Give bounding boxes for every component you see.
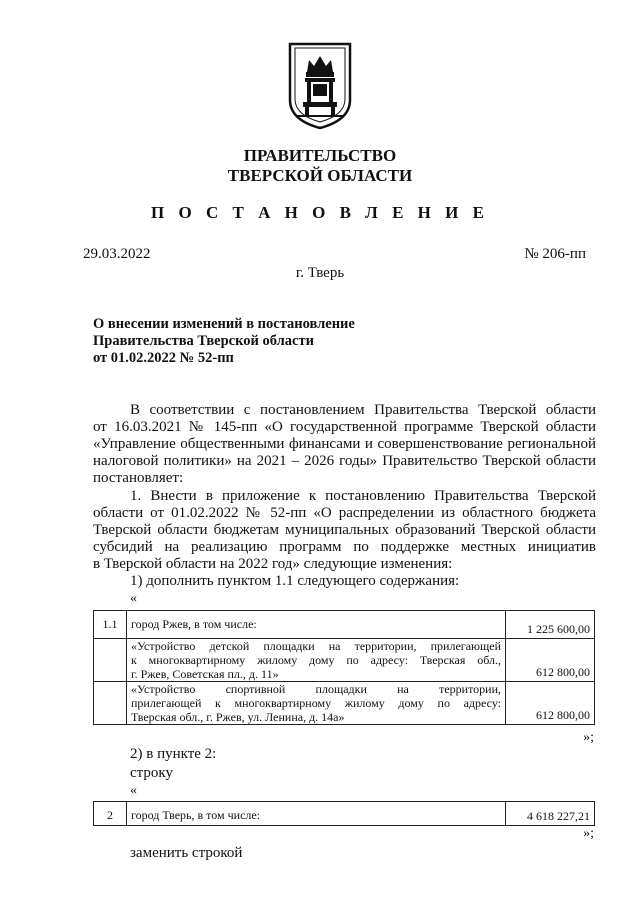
close-quote: »; (583, 730, 594, 745)
row-description: «Устройство спортивной площадки на территории, прилегающей к многоквартирному жилому дому по адресу: Тверская обл., г. Ржев, ул. Ленина, д. 14а» (127, 682, 506, 725)
amendment-table (93, 801, 595, 826)
document-city: г. Тверь (295, 265, 345, 281)
tver-coat-of-arms-icon (287, 42, 353, 130)
row-value: 612 800,00 (506, 639, 595, 682)
preamble-line: В соответствии с постановлением Правительства Тверской области (130, 402, 596, 418)
open-quote: « (130, 783, 137, 798)
document-type: П О С Т А Н О В Л Е Н И Е (151, 203, 489, 222)
row-value: 1 225 600,00 (506, 611, 595, 639)
close-quote: »; (583, 826, 594, 841)
preamble-line: постановляет: (93, 470, 184, 486)
item1-line: в Тверской области на 2022 год» следующие изменения: (93, 556, 453, 572)
row-description: город Тверь, в том числе: (127, 802, 506, 826)
subject-line: О внесении изменений в постановление (93, 316, 355, 332)
row-description: город Ржев, в том числе: (127, 611, 506, 639)
subitem-2: 2) в пункте 2: (130, 746, 217, 762)
preamble-line: от 16.03.2021 № 145-пп «О государственной программе Тверской области (93, 419, 596, 435)
item1-line: 1. Внести в приложение к постановлению Правительства Тверской (130, 488, 596, 504)
org-name-line2: ТВЕРСКОЙ ОБЛАСТИ (227, 166, 413, 185)
table-row (94, 802, 595, 826)
table-row (94, 611, 595, 639)
row-number: 1.1 (94, 611, 127, 639)
row-value: 612 800,00 (506, 682, 595, 725)
subitem-1: 1) дополнить пунктом 1.1 следующего содержания: (130, 573, 460, 589)
document-date: 29.03.2022 (83, 246, 151, 262)
item1-line: области от 01.02.2022 № 52-пп «О распределении из областного бюджета (93, 505, 596, 521)
row-value: 4 618 227,21 (506, 802, 595, 826)
replace-instruction: заменить строкой (130, 845, 243, 861)
open-quote: « (130, 591, 137, 606)
amendment-table (93, 610, 595, 725)
item1-line: субсидий на реализацию программ по поддержке местных инициатив (93, 539, 596, 555)
subitem-2-row-word: строку (130, 765, 173, 781)
subject-line: Правительства Тверской области (93, 333, 314, 349)
preamble-line: «Управление общественными финансами и совершенствование региональной (93, 436, 596, 452)
table-row (94, 682, 595, 725)
table-row (94, 639, 595, 682)
org-name-line1: ПРАВИТЕЛЬСТВО (243, 146, 397, 165)
preamble-line: налоговой политики» на 2021 – 2026 годы» Правительство Тверской области (93, 453, 596, 469)
document-number: № 206-пп (524, 246, 586, 262)
row-description: «Устройство детской площадки на территории, прилегающей к многоквартирному жилому дому по адресу: Тверская обл., г. Ржев, Советская пл., д. 11» (127, 639, 506, 682)
item1-line: Тверской области бюджетам муниципальных образований Тверской области (93, 522, 596, 538)
subject-line: от 01.02.2022 № 52-пп (93, 350, 234, 366)
row-number: 2 (94, 802, 127, 826)
